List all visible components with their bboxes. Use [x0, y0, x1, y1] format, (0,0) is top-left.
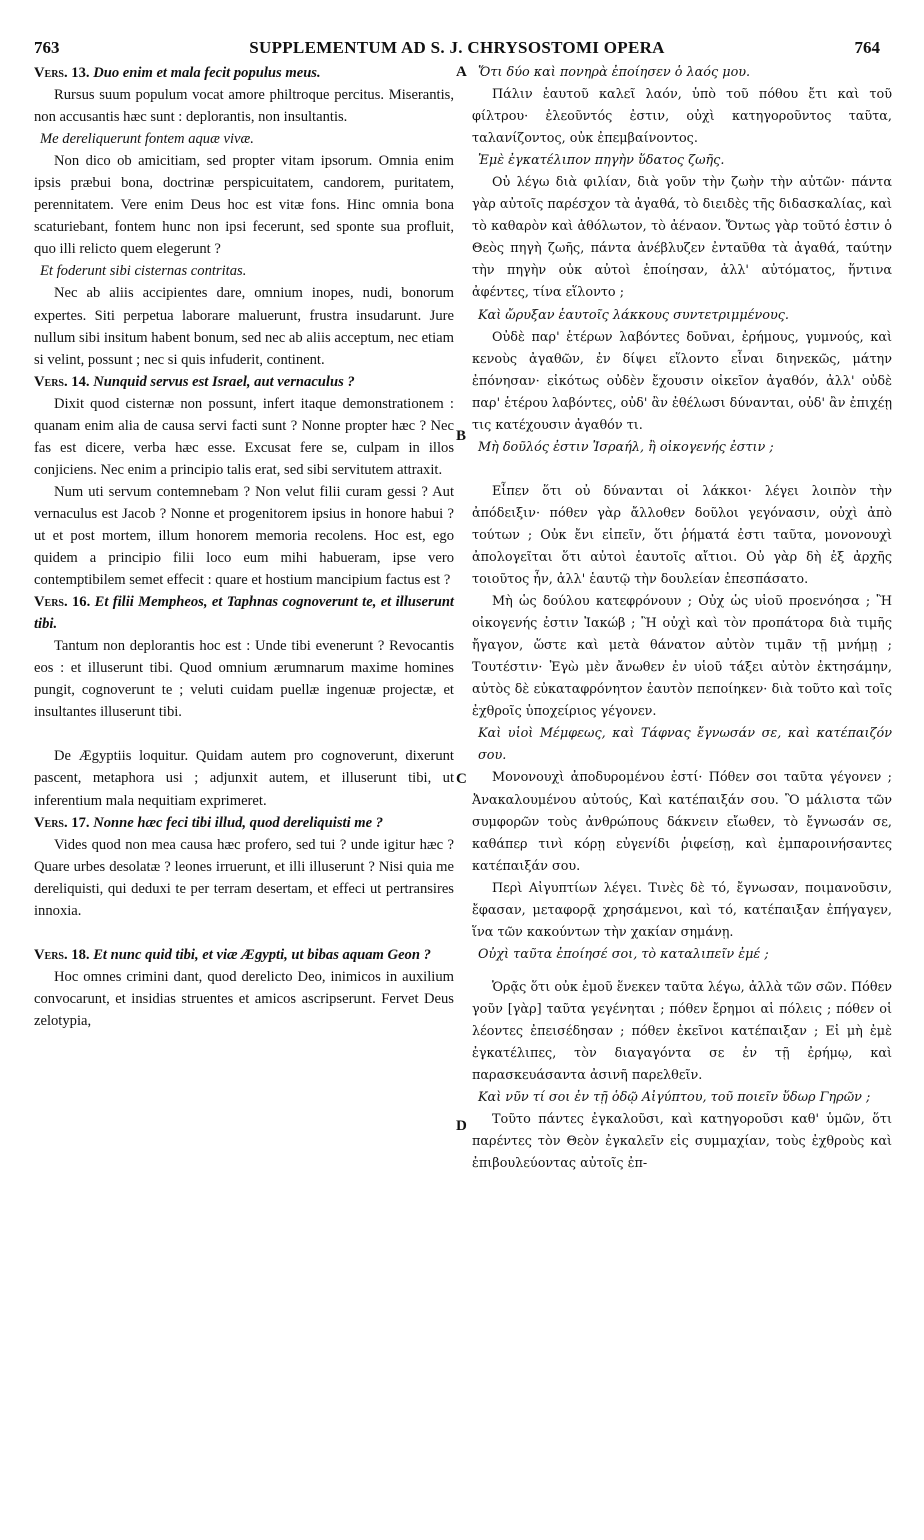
greek-paragraph: Μονονουχὶ ἀποδυρομένου ἐστί· Πόθεν σοι ταῦτα γέγονεν ; Ἀνακαλουμένου αὐτούς, Καὶ κατέπαιξάν σου. Ὃ μάλιστα τῶν συμφορῶν τοὺς ἀνθρώπους δάκνειν εἴωθεν, τὸ ἔγνωσάν σε, καθάπερ τινὶ κόρῃ εὐγενίδι ῥιφείσῃ, καὶ ἐμπαροινήσαντες κατέπαιξάν σου.	[472, 770, 892, 874]
verse-text: Et filii Mempheos, et Taphnas cognoverunt te, et illuserunt tibi.	[34, 594, 454, 633]
verse-label: Vers. 18.	[34, 946, 90, 963]
page-number-left: 763	[34, 38, 60, 57]
latin-paragraph: Rursus suum populum vocat amore philtroque percitus. Miserantis, non accusantis hæc sunt : deplorantis, non insultantis.	[34, 87, 454, 126]
verse-heading	[34, 371, 454, 393]
spacer	[34, 922, 454, 944]
greek-column	[472, 62, 892, 1175]
verse-text: Nunquid servus est Israel, aut vernaculus ?	[93, 373, 355, 390]
verse-heading	[34, 591, 454, 635]
greek-paragraph: Οὐδὲ παρ' ἑτέρων λαβόντες δοῦναι, ἐρήμους, γυμνούς, καὶ κενοὺς ἀγαθῶν, ἐν δίψει εἵλοντο εἶναι διηνεκῶς, μάτην ἐπόνησαν· εἰκότως οὐδὲν ἔχουσιν οἰκεῖον ἀγαθόν, ἀλλ' οὐδὲ παρ' ἑτέρου λαβόντες, οὐδ' ἂν ἐθέλωσι δύνανται, οὐδ' ἂν ἐπιχέῃ τις κατέχουσιν ἀγαθόν τι.	[472, 329, 892, 433]
latin-quote: Et foderunt sibi cisternas contritas.	[40, 263, 247, 280]
verse-label: Vers. 14.	[34, 373, 90, 390]
verse-label: Vers. 13.	[34, 65, 90, 81]
greek-quote: Ἐμὲ ἐγκατέλιπον πηγὴν ὕδατος ζωῆς.	[478, 153, 725, 169]
verse-heading	[34, 812, 454, 834]
greek-quote: Μὴ δοῦλός ἐστιν Ἰσραήλ, ἢ οἰκογενής ἐστιν ;	[478, 439, 774, 455]
verse-text: Nonne hæc feci tibi illud, quod dereliquisti me ?	[93, 814, 384, 831]
spacer	[472, 966, 892, 977]
margin-letter-d: D	[456, 1118, 467, 1134]
margin-letter-b: B	[456, 428, 467, 444]
margin-letter-c: C	[456, 771, 467, 787]
greek-quote: Καὶ νῦν τί σοι ἐν τῇ ὁδῷ Αἰγύπτου, τοῦ ποιεῖν ὕδωρ Γηρῶν ;	[478, 1090, 871, 1106]
verse-text: Duo enim et mala fecit populus meus.	[93, 65, 321, 81]
greek-paragraph: Οὐ λέγω διὰ φιλίαν, διὰ γοῦν τὴν ζωὴν τὴν αὐτῶν· πάντα γὰρ αὐτοῖς παρέσχον τὰ ἀγαθά, τὸ διειδὲς τῆς διδασκαλίας, καὶ τὸ καθαρὸν καὶ ἀθόλωτον, τὸ ἀέναον. Ὄντως γὰρ τοῦτό ἐστιν ὁ Θεὸς πηγὴ ζωῆς, πάντα ἀνέβλυζεν ἐνταῦθα τὰ ἀγαθά, ταύτην τὴν πηγὴν οὐκ αὐτοὶ ἐποίησαν, ἀλλ' αὐτόματος, ἥντινα ἀφέντες, τίνα εἵλοντο ;	[472, 175, 892, 301]
latin-paragraph: Vides quod non mea causa hæc profero, sed tui ? unde igitur hæc ? Quare urbes desolatæ ? leones irruerunt, et illi illuserunt ? Nisi quia me dereliquisti, qui deduxi te per terram desertam, et effeci ut pertransires innoxia.	[34, 836, 454, 919]
greek-quote: Καὶ ὤρυξαν ἑαυτοῖς λάκκους συντετριμμένους.	[478, 307, 789, 323]
margin-letter-a: A	[456, 64, 467, 80]
latin-column	[34, 62, 454, 1032]
running-title: SUPPLEMENTUM AD S. J. CHRYSOSTOMI OPERA	[249, 38, 665, 57]
verse-heading	[34, 944, 454, 966]
greek-paragraph: Εἶπεν ὅτι οὐ δύνανται οἱ λάκκοι· λέγει λοιπὸν τὴν ἀπόδειξιν· πόθεν γὰρ ἄλλοθεν δοῦλοι γεγόνασιν, οὐχὶ ἀπὸ τούτων ; Οὐκ ἔνι εἰπεῖν, ὅτι ῥήματά ἐστι ταῦτα, μονονουχὶ ἀπολογεῖται ὅτι αὐτοὶ ἑαυτοῖς αἴτιοι. Οὐ γὰρ δὴ ἐξ ἀρχῆς τοιοῦτος ἦν, ἀλλ' ἑαυτῷ τὴν δουλείαν ἐπεσπάσατο.	[472, 483, 892, 588]
verse-label: Vers. 16.	[34, 594, 91, 611]
latin-paragraph: Num uti servum contemnebam ? Non velut filii curam gessi ? Aut vernaculus est Jacob ? Nonne et progenitorem ipsius in honore habui ? ut et post mortem, illum honorem memoria recolens. Hoc est, ego quidem a principio filii loco eum mihi habueram, ipse vero contemptibilem semet effecit : quare et hostium mancipium factus est ?	[34, 483, 454, 589]
verse-label: Vers. 17.	[34, 814, 90, 831]
latin-paragraph: Hoc omnes crimini dant, quod derelicto Deo, inimicos in auxilium convocarunt, et insidias struentes et amicos ascripserunt. Fervet Deus zelotypia,	[34, 968, 454, 1029]
latin-paragraph: De Ægyptiis loquitur. Quidam autem pro cognoverunt, dixerunt pascent, metaphora usi ; adjunxit autem, et illuserunt tibi, ut inferentium mala nequitiam exprimeret.	[34, 748, 454, 809]
greek-quote: Καὶ υἱοὶ Μέμφεως, καὶ Τάφνας ἔγνωσάν σε, καὶ κατέπαιζόν σου.	[478, 726, 892, 764]
greek-paragraph: Περὶ Αἰγυπτίων λέγει. Τινὲς δὲ τό, ἔγνωσαν, ποιμανοῦσιν, ἔφασαν, μεταφορᾷ χρησάμενοι, καὶ τό, κατέπαιξαν ἐπήγαγεν, ἵνα τῶν κακούντων τὴν χακίαν σημάνῃ.	[472, 880, 892, 940]
greek-paragraph: Πάλιν ἑαυτοῦ καλεῖ λαόν, ὑπὸ τοῦ πόθου ἔτι καὶ τοῦ φίλτρου· ἐλεοῦντός ἐστιν, οὐχὶ κατηγοροῦντος ταῦτα, ταλανίζοντος, οὐκ ἐπεμβαίνοντος.	[472, 87, 892, 147]
running-header	[34, 38, 880, 62]
greek-paragraph: Τοῦτο πάντες ἐγκαλοῦσι, καὶ κατηγοροῦσι καθ' ὑμῶν, ὅτι παρέντες τὸν Θεὸν ἐγκαλεῖν εἰς συμμαχίαν, τοὺς ἐχθροὺς καὶ ἐπιβουλεύοντας αὐτοῖς ἐπ-	[472, 1112, 892, 1172]
latin-quote: Me dereliquerunt fontem aquæ vivæ.	[40, 131, 254, 148]
greek-paragraph: Μὴ ὡς δούλου κατεφρόνουν ; Οὐχ ὡς υἱοῦ προενόησα ; Ἢ οἰκογενής ἐστιν Ἰακώβ ; Ἢ οὐχὶ καὶ τὸν προπάτορα διὰ τιμῆς ἤγαγον, ὥστε καὶ μετὰ θάνατον αὐτὸν τιμᾶν τῇ μνήμῃ ; Τουτέστιν· Ἐγὼ μὲν ἄνωθεν ἐν υἱοῦ τάξει αὐτὸν ἐκτησάμην, αὐτὸς δὲ εὐκαταφρόνητον ἑαυτὸν πεποίηκεν· διὰ τοῦτο καὶ τοῖς ἐχθροῖς ὑποχείριος γέγονεν.	[472, 594, 892, 720]
page-number-right: 764	[854, 38, 880, 57]
verse-text: Et nunc quid tibi, et viæ Ægypti, ut bibas aquam Geon ?	[93, 946, 431, 963]
greek-paragraph: Ὁρᾷς ὅτι οὐκ ἐμοῦ ἕνεκεν ταῦτα λέγω, ἀλλὰ τῶν σῶν. Πόθεν γοῦν [γὰρ] ταῦτα γεγένηται ; πόθεν ἔρημοι αἱ πόλεις ; πόθεν οἱ λέοντες ἐπεισέδησαν ; πόθεν ἐκεῖνοι κατέπαιξαν ; Εἰ μὴ ἐμὲ ἐγκατέλιπες, τὸν διαγαγόντα σε ἐν τῇ ἐρήμῳ, καὶ παρασκευάσαντα ἀσινῆ παρελθεῖν.	[472, 979, 892, 1084]
greek-quote: Ὅτι δύο καὶ πονηρὰ ἐποίησεν ὁ λαός μου.	[478, 65, 751, 80]
verse-heading	[34, 62, 454, 84]
greek-quote: Οὐχὶ ταῦτα ἐποίησέ σοι, τὸ καταλιπεῖν ἐμέ ;	[478, 946, 769, 962]
latin-paragraph: Dixit quod cisternæ non possunt, infert itaque demonstrationem : quanam enim alia de causa servi facti sunt ? Nonne propter hæc ? Nec fas est dicere, verba hæc esse. Excusat fere se, culpam in illos conjiciens. Nec enim a principio talis erat, sed sibi servitutem attraxit.	[34, 395, 454, 478]
latin-paragraph: Tantum non deplorantis hoc est : Unde tibi evenerunt ? Revocantis eos : et illuserunt tibi. Quod omnium ærumnarum maxime homines pungit, cognoverunt te ; veluti cuidam puellæ ingenuæ projectæ, et insultantes illuserunt tibi.	[34, 638, 454, 721]
spacer	[472, 459, 892, 481]
latin-paragraph: Nec ab aliis accipientes dare, omnium inopes, nudi, bonorum expertes. Siti perpetua laborare maluerunt, frustra insudarunt. Jure nullum sibi insitum habent bonum, sed nec ab aliis acceptum, nec etiam si velint, possunt ; nec si quis infuderit, continent.	[34, 285, 454, 368]
latin-paragraph: Non dico ob amicitiam, sed propter vitam ipsorum. Omnia enim ipsis præbui bona, doctrinæ perspicuitatem, candorem, puritatem, perennitatem. Vere enim Deus hoc est vitæ fons. Hinc omnia bona scaturiebant, fontem hunc non ipsi fecerunt, sed sponte sua profluit, quo illi relicto quem elegerunt ?	[34, 153, 454, 258]
spacer	[34, 723, 454, 745]
